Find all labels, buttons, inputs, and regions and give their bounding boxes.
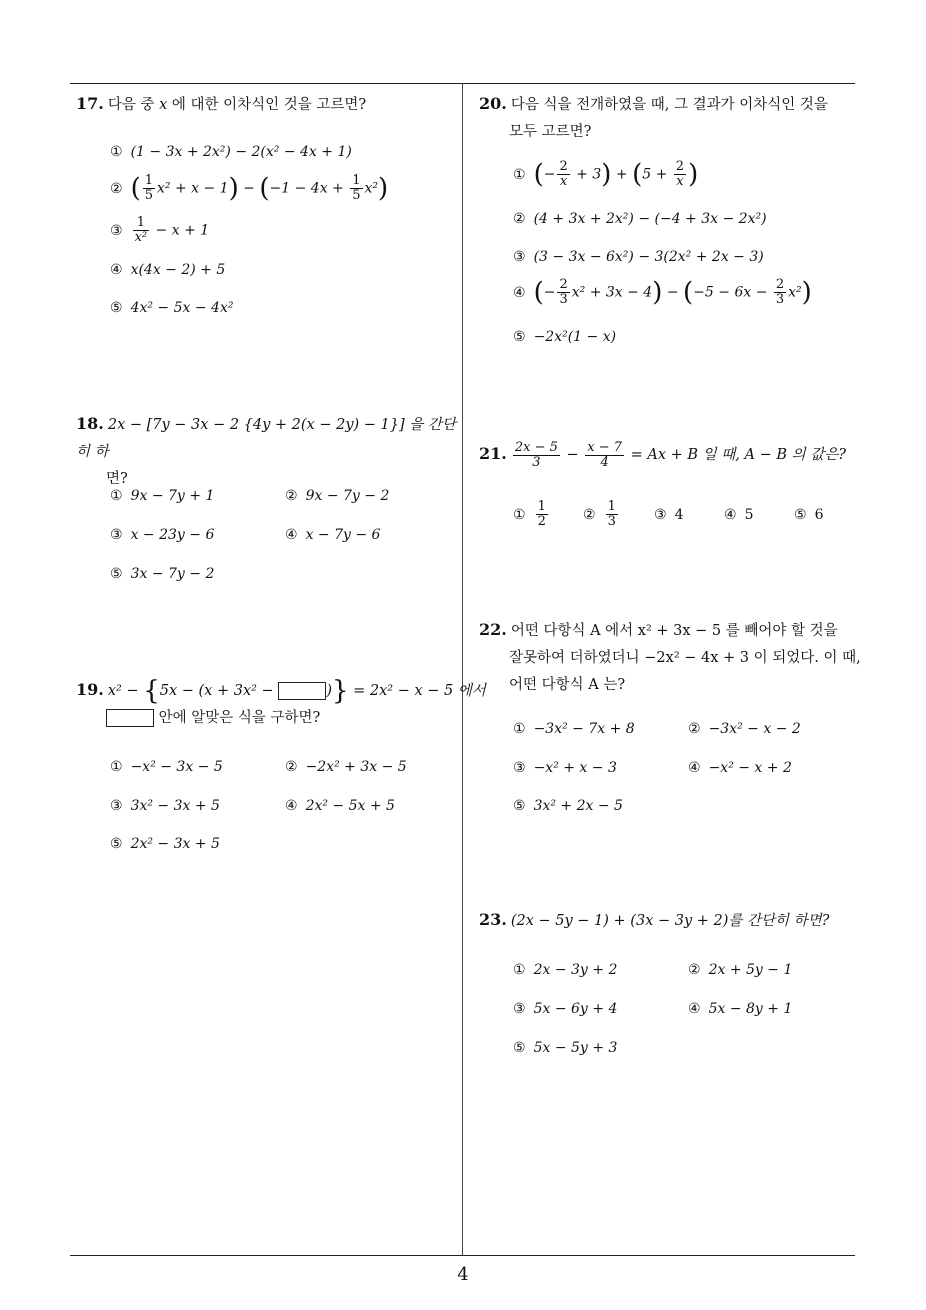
q23-option-2[interactable]: ② 2x + 5y − 1	[688, 962, 793, 978]
question-19: 19. x² − {5x − (x + 3x² − )} = 2x² − x − 5 에서 안에 알맞은 식을 구하면?	[76, 676, 486, 726]
q17-option-1[interactable]: ① (1 − 3x + 2x²) − 2(x² − 4x + 1)	[110, 144, 352, 160]
question-18	[76, 410, 460, 493]
q18-option-3[interactable]: ③ x − 23y − 6	[110, 527, 215, 543]
question-21: 21. $\frac{2x - 5}{3}$ − $\frac{x - 7}{4}$ = Ax + B 일 때, A − B 의 값은?	[479, 439, 847, 470]
q18-option-4[interactable]: ④ x − 7y − 6	[285, 527, 381, 543]
q19-option-3[interactable]: ③ 3x² − 3x + 5	[110, 798, 220, 814]
q18-option-1[interactable]: ① 9x − 7y + 1	[110, 488, 215, 504]
q23-option-3[interactable]: ③ 5x − 6y + 4	[513, 1001, 618, 1017]
column-divider	[462, 84, 463, 1256]
question-number: 21.	[479, 444, 507, 463]
question-number: 23.	[479, 910, 507, 929]
question-stem-cont: 면?	[106, 471, 128, 487]
q20-option-4[interactable]: ④ (− $\frac{2}{3}$ x² + 3x − 4) − (−5 − 6x − $\frac{2}{3}$ x²)	[513, 277, 812, 308]
q17-option-4[interactable]: ④ x(4x − 2) + 5	[110, 262, 226, 278]
q17-option-5[interactable]: ⑤ 4x² − 5x − 4x²	[110, 300, 234, 316]
question-stem: 2x − [7y − 3x − 2 {4y + 2(x − 2y) − 1}] 을 간단히 하	[76, 417, 456, 460]
question-stem: 어떤 다항식 A 에서 x² + 3x − 5 를 빼어야 할 것을	[510, 623, 838, 639]
q23-option-1[interactable]: ① 2x − 3y + 2	[513, 962, 618, 978]
q22-option-5[interactable]: ⑤ 3x² + 2x − 5	[513, 798, 623, 814]
question-stem-cont: 어떤 다항식 A 는?	[509, 677, 626, 693]
page-number: 4	[457, 1264, 469, 1285]
q22-option-1[interactable]: ① −3x² − 7x + 8	[513, 721, 635, 737]
q23-option-4[interactable]: ④ 5x − 8y + 1	[688, 1001, 793, 1017]
question-number: 18.	[76, 414, 104, 433]
q22-option-2[interactable]: ② −3x² − x − 2	[688, 721, 801, 737]
q19-option-2[interactable]: ② −2x² + 3x − 5	[285, 759, 407, 775]
q21-option-2[interactable]: ② $\frac{1}{3}$	[583, 499, 616, 529]
question-stem: 다음 식을 전개하였을 때, 그 결과가 이차식인 것을	[510, 97, 828, 113]
question-stem: (2x − 5y − 1) + (3x − 3y + 2)를 간단히 하면?	[510, 913, 830, 929]
q21-option-3[interactable]: ③ 4	[654, 507, 684, 523]
answer-blank-box	[278, 682, 326, 700]
question-stem-cont: 모두 고르면?	[509, 124, 592, 140]
question-17	[76, 90, 366, 119]
q21-option-5[interactable]: ⑤ 6	[794, 507, 824, 523]
question-20	[479, 90, 863, 146]
question-stem-cont: 잘못하여 더하였더니 −2x² − 4x + 3 이 되었다. 이 때,	[509, 650, 861, 666]
q17-option-2[interactable]: ② ( $\frac{1}{5}$ x² + x − 1) − (−1 − 4x + $\frac{1}{5}$ x²)	[110, 173, 389, 204]
q20-option-1[interactable]: ① (− $\frac{2}{x}$ + 3) + (5 + $\frac{2}{x}$ )	[513, 159, 699, 190]
answer-blank-box	[106, 709, 154, 727]
q22-option-4[interactable]: ④ −x² − x + 2	[688, 760, 792, 776]
q18-option-2[interactable]: ② 9x − 7y − 2	[285, 488, 390, 504]
q19-option-4[interactable]: ④ 2x² − 5x + 5	[285, 798, 395, 814]
question-22	[479, 616, 863, 699]
question-23	[479, 906, 829, 935]
q19-option-5[interactable]: ⑤ 2x² − 3x + 5	[110, 836, 220, 852]
q20-option-5[interactable]: ⑤ −2x²(1 − x)	[513, 329, 617, 345]
q17-option-3[interactable]: ③ $\frac{1}{\text{x²}}$ − x + 1	[110, 215, 210, 245]
question-number: 22.	[479, 620, 507, 639]
bottom-rule	[70, 1255, 855, 1256]
q21-option-4[interactable]: ④ 5	[724, 507, 754, 523]
q20-option-2[interactable]: ② (4 + 3x + 2x²) − (−4 + 3x − 2x²)	[513, 211, 767, 227]
q22-option-3[interactable]: ③ −x² + x − 3	[513, 760, 617, 776]
q19-option-1[interactable]: ① −x² − 3x − 5	[110, 759, 223, 775]
q21-option-1[interactable]: ① $\frac{1}{2}$	[513, 499, 546, 529]
question-number: 20.	[479, 94, 507, 113]
q23-option-5[interactable]: ⑤ 5x − 5y + 3	[513, 1040, 618, 1056]
q18-option-5[interactable]: ⑤ 3x − 7y − 2	[110, 566, 215, 582]
question-stem: 다음 중 x 에 대한 이차식인 것을 고르면?	[107, 97, 367, 113]
question-number: 17.	[76, 94, 104, 113]
question-number: 19.	[76, 680, 104, 699]
q20-option-3[interactable]: ③ (3 − 3x − 6x²) − 3(2x² + 2x − 3)	[513, 249, 764, 265]
